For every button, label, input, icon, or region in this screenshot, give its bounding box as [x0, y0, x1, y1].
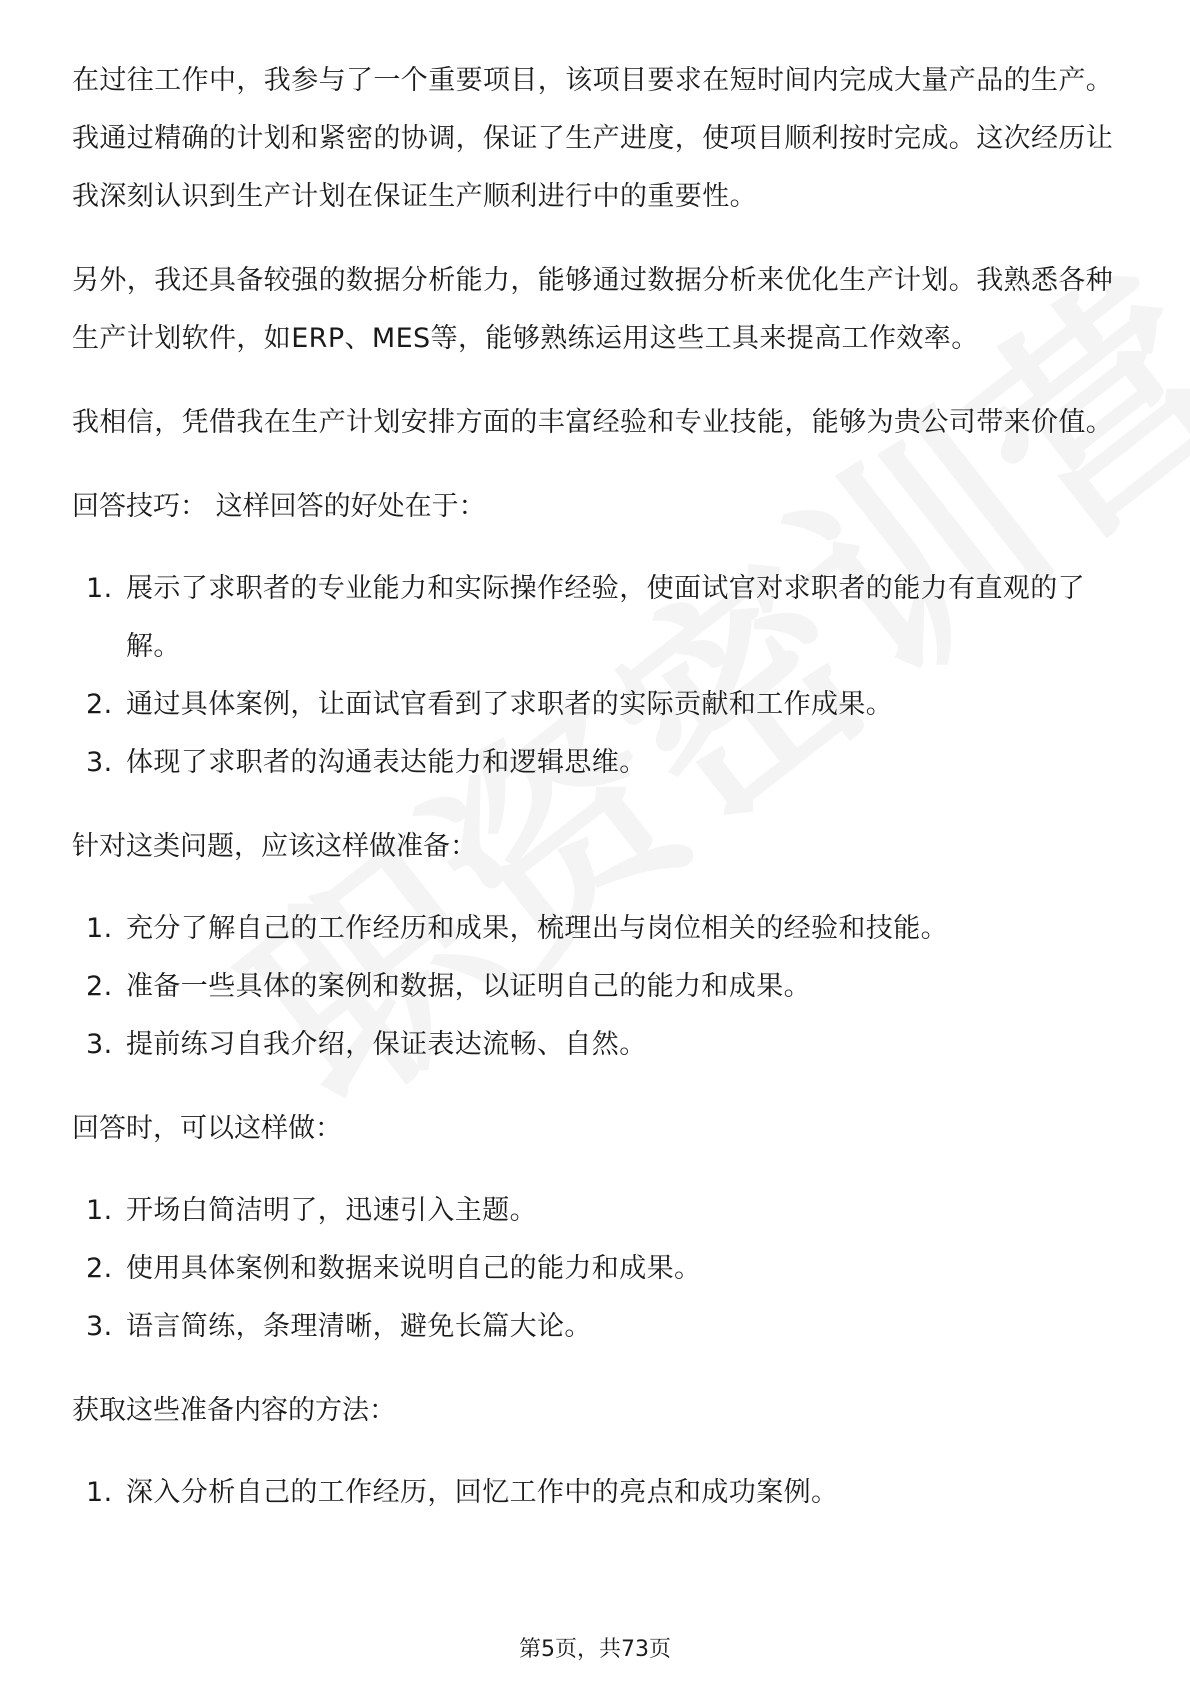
list-number: 2. [86, 971, 113, 1002]
section-heading-methods: 获取这些准备内容的方法： [72, 1395, 396, 1426]
list-tips [72, 560, 1118, 792]
list-item [72, 1240, 1118, 1298]
list-number: 2. [86, 1253, 113, 1284]
list-item-text: 准备一些具体的案例和数据，以证明自己的能力和成果。 [126, 971, 811, 1002]
list-item [72, 958, 1118, 1016]
list-prepare [72, 900, 1118, 1074]
list-number: 1. [86, 573, 113, 604]
list-item [72, 1464, 1118, 1522]
list-number: 1. [86, 1477, 113, 1508]
list-item [72, 676, 1118, 734]
list-number: 1. [86, 913, 113, 944]
page-number-footer: 第5页，共73页 [519, 1637, 671, 1662]
list-number: 1. [86, 1195, 113, 1226]
section-heading-prepare: 针对这类问题，应该这样做准备： [72, 831, 477, 862]
list-item-text: 展示了求职者的专业能力和实际操作经验，使面试官对求职者的能力有直观的了解。 [126, 573, 1085, 662]
list-answer [72, 1182, 1118, 1356]
list-number: 2. [86, 689, 113, 720]
section-heading-answer: 回答时，可以这样做： [72, 1113, 342, 1144]
list-item-text: 充分了解自己的工作经历和成果，梳理出与岗位相关的经验和技能。 [126, 913, 948, 944]
list-item-text: 提前练习自我介绍，保证表达流畅、自然。 [126, 1029, 647, 1060]
list-item-text: 使用具体案例和数据来说明自己的能力和成果。 [126, 1253, 702, 1284]
list-item-text: 语言简练，条理清晰，避免长篇大论。 [126, 1311, 592, 1342]
list-number: 3. [86, 747, 113, 778]
list-item-text: 开场白简洁明了，迅速引入主题。 [126, 1195, 537, 1226]
list-number: 3. [86, 1029, 113, 1060]
document-page [72, 52, 1118, 1548]
section-heading-tips: 回答技巧： 这样回答的好处在于： [72, 491, 486, 522]
paragraph-experience: 在过往工作中，我参与了一个重要项目，该项目要求在短时间内完成大量产品的生产。我通过精确的计划和紧密的协调，保证了生产进度，使项目顺利按时完成。这次经历让我深刻认识到生产计划在保证生产顺利进行中的重要性。 [72, 65, 1114, 212]
list-item [72, 1016, 1118, 1074]
list-item-text: 通过具体案例，让面试官看到了求职者的实际贡献和工作成果。 [126, 689, 894, 720]
list-methods [72, 1464, 1118, 1522]
list-item-text: 体现了求职者的沟通表达能力和逻辑思维。 [126, 747, 647, 778]
list-item-text: 深入分析自己的工作经历，回忆工作中的亮点和成功案例。 [126, 1477, 839, 1508]
list-item [72, 900, 1118, 958]
paragraph-skills: 另外，我还具备较强的数据分析能力，能够通过数据分析来优化生产计划。我熟悉各种生产计划软件，如ERP、MES等，能够熟练运用这些工具来提高工作效率。 [72, 265, 1114, 354]
paragraph-conclusion: 我相信，凭借我在生产计划安排方面的丰富经验和专业技能，能够为贵公司带来价值。 [72, 407, 1114, 438]
list-number: 3. [86, 1311, 113, 1342]
list-item [72, 1182, 1118, 1240]
list-item [72, 1298, 1118, 1356]
list-item [72, 560, 1118, 676]
list-item [72, 734, 1118, 792]
